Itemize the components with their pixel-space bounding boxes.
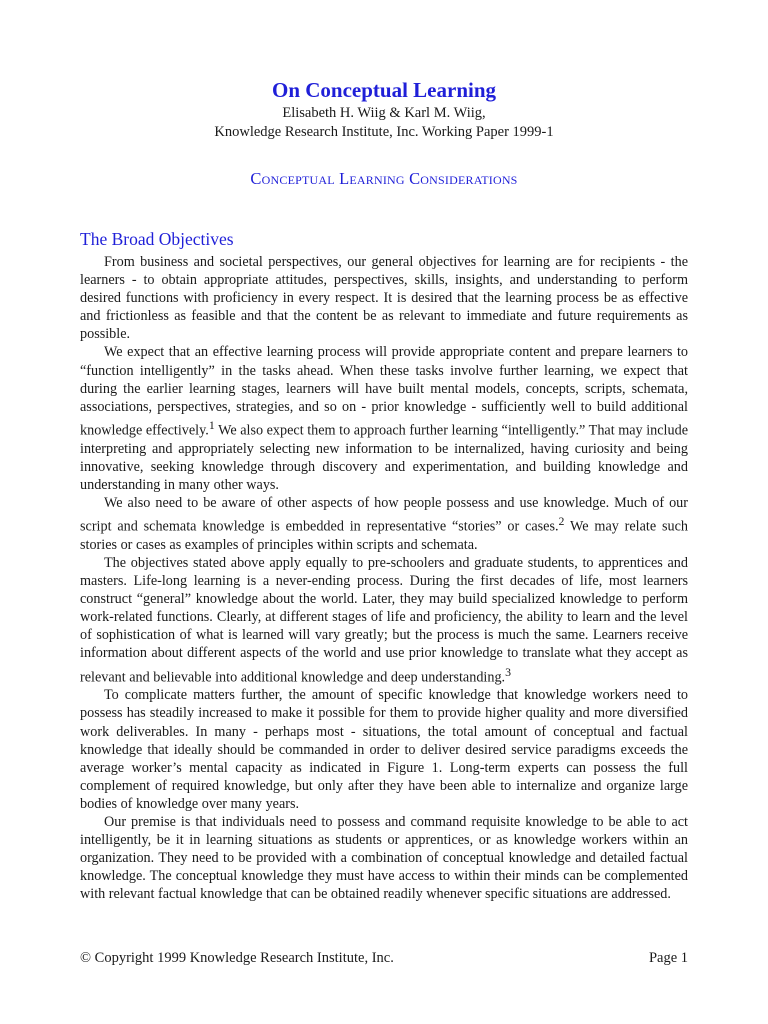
page-number: Page 1 [648,950,688,966]
document-authors: Elisabeth H. Wiig & Karl M. Wiig, [282,105,486,121]
footnote-marker: 1 [208,417,215,432]
footnote-marker: 2 [558,514,565,529]
paragraph-text: The objectives stated above apply equally to pre-schoolers and graduate students, to apprentices and masters. Life-long learning is a never-ending process. During the first decades of life, most learners construct “general” knowledge about the world. Later, they may build specialized knowledge to perform work-related functions. Clearly, at different stages of life and proficiency, the ability to learn and the level of sophistication of what is learned will vary greatly; but the process is much the same. Learners receive information about different aspects of the world and use prior knowledge to translate what they accept as relevant and believable into additional knowledge and deep understanding. [80,554,688,686]
paragraph-1 [80,253,688,343]
paragraph-5 [80,686,688,813]
body-text [80,253,688,903]
copyright-notice: © Copyright 1999 Knowledge Research Institute, Inc. [80,950,394,966]
paragraph-text: We may relate such stories or cases as examples of principles within scripts and schemata. [80,518,688,553]
paragraph-text: Our premise is that individuals need to possess and command requisite knowledge to be able to act intelligently, be it in learning situations as students or apprentices, or as knowledge workers within an organization. They need to be provided with a combination of conceptual knowledge and detailed factual knowledge. The conceptual knowledge they must have access to within their minds can be complemented with relevant factual knowledge that can be obtained readily whenever specific situations are addressed. [80,814,688,903]
paragraph-6 [80,813,688,903]
paragraph-3 [80,494,688,554]
paragraph-text: From business and societal perspectives, our general objectives for learning are for recipients - the learners - to obtain appropriate attitudes, perspectives, skills, insights, and understanding to perform desired functions with proficiency in every respect. It is desired that the learning process be as effective and frictionless as feasible and that the content be as relevant to immediate and future requirements as possible. [80,254,688,343]
document-institute: Knowledge Research Institute, Inc. Working Paper 1999-1 [214,124,554,140]
paragraph-2 [80,343,688,493]
page-footer [80,950,688,967]
paragraph-4 [80,554,688,686]
document-header [0,76,768,142]
subsection-title: The Broad Objectives [80,229,234,249]
paragraph-text: We also expect them to approach further learning “intelligently.” That may include interpreting and appropriately selecting new information to be internalized, having curiosity and being innovative, seeking knowledge through discovery and experimentation, and building knowledge and understanding in many other ways. [80,422,688,493]
paragraph-text: We expect that an effective learning process will provide appropriate content and prepare learners to “function intelligently” in the tasks ahead. When these tasks involve further learning, we expect that during the earlier learning stages, learners will have built mental models, concepts, scripts, schemata, associations, perspectives, strategies, and so on - prior knowledge - sufficiently well to build additional knowledge effectively. [80,344,688,439]
document-title: On Conceptual Learning [271,78,497,102]
section-title: Conceptual Learning Considerations [250,169,518,188]
paragraph-text: We also need to be aware of other aspects of how people possess and use knowledge. Much of our script and schemata knowledge is embedded in representative “stories” or cases. [80,494,688,535]
footnote-marker: 3 [505,664,512,679]
paragraph-text: To complicate matters further, the amount of specific knowledge that knowledge workers need to possess has steadily increased to make it possible for them to provide higher quality and more diversified work deliverables. In many - perhaps most - situations, the total amount of conceptual and factual knowledge that ideally should be commanded in order to deliver desired service paradigms exceeds the average worker’s mental capacity as indicated in Figure 1. Long-term experts can possess the full complement of required knowledge, but only after they have been able to internalize and organize large bodies of knowledge over many years. [80,687,688,812]
